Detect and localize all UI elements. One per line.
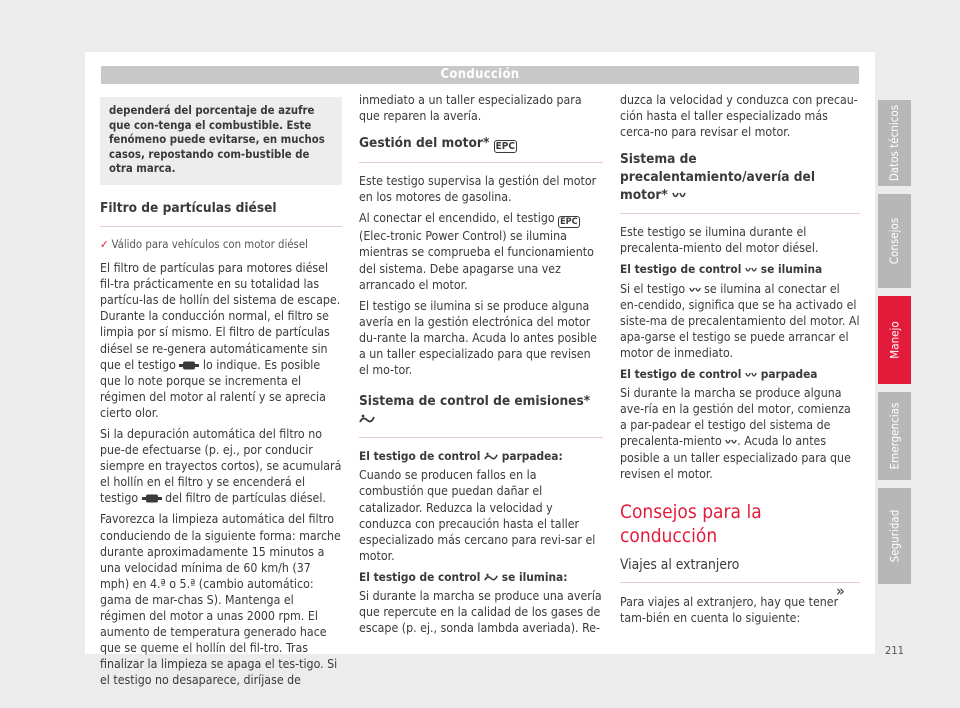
subheading: El testigo de control se ilumina: — [359, 569, 568, 584]
validity-line: ✓ Válido para vehículos con motor diésel — [100, 237, 308, 251]
tab-consejos[interactable]: Consejos — [878, 194, 911, 288]
column-3 — [620, 92, 860, 631]
paragraph: Favorezca la limpieza automática del filtro conduciendo de la siguiente forma: marche durante aproximadamente 15 minutos a una velocidad mínima de 60 km/h (37 mph) en 4.ª o 5.ª (cambio automático: gama de mar-chas S). Mantenga el régimen del motor a unas 2000 rpm. El aumento de temperatura generado hace que se queme el hollín del fil-tro. Tras finalizar la limpieza se apaga el tes-tigo. Si el testigo no desaparece, diríjase de — [100, 512, 341, 688]
tab-seguridad[interactable]: Seguridad — [878, 488, 911, 584]
paragraph: Este testigo se ilumina durante el precalenta-miento del motor diésel. — [620, 225, 819, 256]
glow-plug-icon — [725, 438, 737, 447]
heading-precalentamiento: Sistema de precalentamiento/avería del motor* — [620, 150, 860, 214]
heading-consejos-conduccion: Consejos para la conducción — [620, 500, 762, 547]
subheading: El testigo de control parpadea — [620, 367, 818, 382]
heading-gestion-motor: Gestión del motor* EPC — [359, 134, 603, 163]
subheading: El testigo de control parpadea: — [359, 449, 563, 464]
paragraph: Si durante la marcha se produce alguna ave-ría en la gestión del motor, comienza a par-padear el testigo del sistema de precalenta-miento . Acuda lo antes posible a un taller especializado para que revisen el motor. — [620, 386, 851, 481]
paragraph: inmediato a un taller especializado para que reparen la avería. — [359, 93, 582, 124]
tab-emergencias[interactable]: Emergencias — [878, 392, 911, 480]
heading-filtro-particulas: Filtro de partículas diésel — [100, 199, 342, 227]
paragraph: Al conectar el encendido, el testigo EPC (Elec-tronic Power Control) se ilumina mientras se comprueba el funcionamiento del sistema. Debe apagarse una vez arrancado el motor. — [359, 211, 594, 292]
paragraph: Cuando se producen fallos en la combustión que puedan dañar el catalizador. Reduzca la velocidad y conduzca con precaución hasta el taller especializado más cercano para revi-sar el motor. — [359, 468, 596, 563]
tab-manejo[interactable]: Manejo — [878, 296, 911, 384]
paragraph: El testigo se ilumina si se produce alguna avería en la gestión electrónica del motor du-rante la marcha. Acuda lo antes posible a un taller especializado para que revisen el mo-tor. — [359, 298, 597, 378]
paragraph: Para viajes al extranjero, hay que tener tam-bién en cuenta lo siguiente: — [620, 594, 839, 625]
exhaust-emission-icon — [359, 413, 375, 425]
exhaust-emission-icon — [484, 451, 498, 462]
paragraph: Si la depuración automática del filtro no pue-de efectuarse (p. ej., por conducir siempre en trayectos cortos), se acumulará el hollín en el filtro y se encenderá el testigo del filtro de partículas diésel. — [100, 427, 342, 506]
continue-arrow-icon: » — [836, 582, 845, 600]
page-number: 211 — [885, 644, 904, 657]
tab-datos-tecnicos[interactable]: Datos técnicos — [878, 100, 911, 186]
subheading: El testigo de control se ilumina — [620, 262, 823, 277]
column-1 — [100, 92, 342, 694]
paragraph: El filtro de partículas para motores diésel fil-tra prácticamente en su totalidad las partícu-las de hollín del sistema de escape. Durante la conducción normal, el filtro se limpia por sí mismo. El filtro de partículas diésel se re-genera automáticamente sin que el testigo lo indique. Es posible que lo note porque se incrementa el régimen del motor al ralentí y se aprecia cierto olor. — [100, 261, 341, 420]
epc-icon: EPC — [495, 141, 515, 153]
diesel-particulate-filter-icon — [142, 493, 162, 504]
paragraph: Si durante la marcha se produce una avería que repercute en la calidad de los gases de escape (p. ej., sonda lambda averiada). Re- — [359, 588, 602, 636]
column-2 — [359, 92, 603, 641]
paragraph: Este testigo supervisa la gestión del motor en los motores de gasolina. — [359, 174, 597, 205]
exhaust-emission-icon — [484, 572, 498, 583]
paragraph: duzca la velocidad y conduzca con precau-ción hasta el taller especializado más cerca-no para revisar el motor. — [620, 93, 858, 140]
heading-viajes-extranjero: Viajes al extranjero — [620, 556, 860, 583]
note-box: dependerá del porcentaje de azufre que con-tenga el combustible. Este fenómeno puede evitarse, en muchos casos, repostando com-bustible de otra marca. — [100, 97, 342, 185]
glow-plug-icon — [745, 371, 757, 380]
chapter-header: Conducción — [101, 66, 859, 84]
checkmark-icon: ✓ — [100, 237, 109, 251]
glow-plug-icon — [689, 286, 701, 295]
paragraph: Si el testigo se ilumina al conectar el en-cendido, significa que se ha activado el siste-ma de precalentamiento del motor. Al apa-garse el testigo se puede arrancar el motor de inmediato. — [620, 281, 860, 360]
heading-control-emisiones: Sistema de control de emisiones* — [359, 392, 603, 438]
epc-icon: EPC — [560, 217, 578, 228]
glow-plug-icon — [745, 266, 757, 275]
glow-plug-icon — [672, 191, 686, 201]
diesel-particulate-filter-icon — [179, 360, 199, 371]
